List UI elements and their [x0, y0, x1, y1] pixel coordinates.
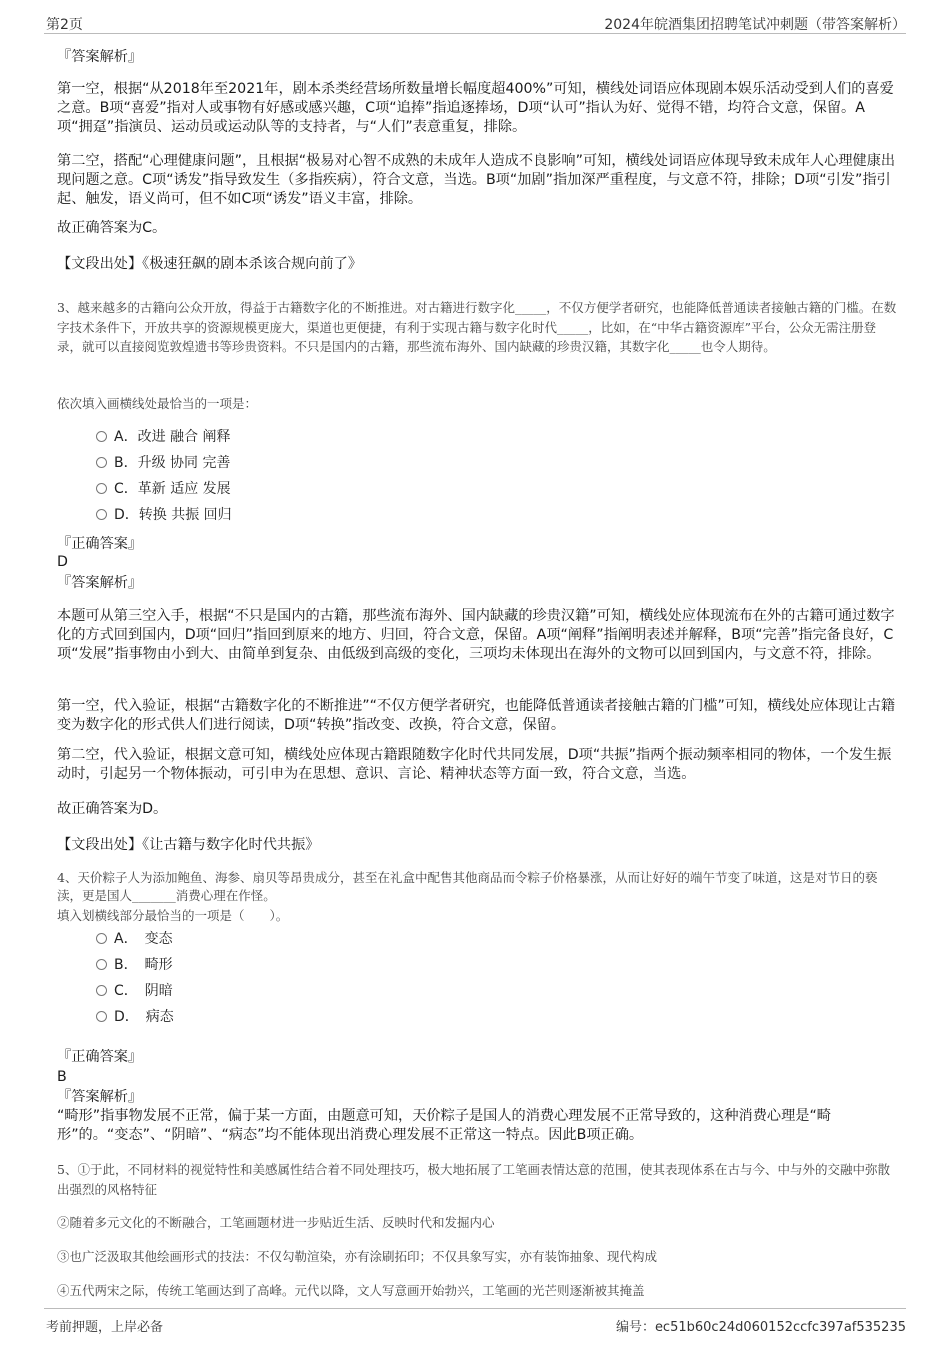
- q4-analysis-title: 『答案解析』: [57, 1089, 143, 1105]
- q4-option-c[interactable]: C． 阴暗: [96, 981, 173, 1001]
- radio-icon[interactable]: [96, 985, 107, 996]
- q3-prompt: 依次填入画横线处最恰当的一项是：: [57, 396, 258, 411]
- q3-analysis-title: 『答案解析』: [57, 575, 143, 591]
- page-number: 第2页: [46, 17, 83, 33]
- q5-item-4: ④五代两宋之际，传统工笔画达到了高峰。元代以降，文人写意画开始勃兴，工笔画的光芒则逐渐被其掩盖: [57, 1283, 645, 1298]
- q4-option-d[interactable]: D． 病态: [96, 1007, 174, 1027]
- q2-analysis-para1: 第一空，根据“从2018年至2021年，剧本杀类经营场所数量增长幅度超400%”可知，横线处词语应体现剧本娱乐活动受到人们的喜爱之意。B项“喜爱”指对人或事物有好感或感兴趣，C项“追捧”指追逐捧场，D项“认可”指认为好、觉得不错，均符合文意，保留。A项“拥趸”指演员、运动员或运动队等的支持者，与“人们”表意重复，排除。: [57, 81, 894, 135]
- q2-analysis-title: 『答案解析』: [57, 49, 143, 65]
- q5-item-3: ③也广泛汲取其他绘画形式的技法：不仅勾勒渲染，亦有涂刷拓印；不仅具象写实，亦有装饰抽象、现代构成: [57, 1249, 658, 1264]
- q3-answer-title: 『正确答案』: [57, 536, 143, 552]
- q2-source: 【文段出处】《极速狂飙的剧本杀该合规向前了》: [57, 256, 363, 272]
- q4-option-b[interactable]: B． 畸形: [96, 955, 173, 975]
- document-title: 2024年皖酒集团招聘笔试冲刺题（带答案解析）: [604, 17, 906, 33]
- q4-stem: 4、天价粽子人为添加鲍鱼、海参、扇贝等昂贵成分，甚至在礼盒中配售其他商品而令粽子价格暴涨，从而让好好的端午节变了味道，这是对节日的亵渎，更是国人_______消费心理在作怪。: [57, 870, 878, 903]
- radio-icon[interactable]: [96, 509, 107, 520]
- q2-analysis-para2: 第二空，搭配“心理健康问题”，且根据“极易对心智不成熟的未成年人造成不良影响”可知，横线处词语应体现导致未成年人心理健康出现问题之意。C项“诱发”指导致发生（多指疾病），符合文意，当选。B项“加剧”指加深严重程度，与文意不符，排除；D项“引发”指引起、触发，语义尚可，但不如C项“诱发”语义丰富，排除。: [57, 153, 896, 207]
- radio-icon[interactable]: [96, 431, 107, 442]
- q3-analysis-para2: 第一空，代入验证，根据“古籍数字化的不断推进”“不仅方便学者研究，也能降低普通读者接触古籍的门槛”可知，横线处应体现让古籍变为数字化的形式供人们进行阅读，D项“转换”指改变、改换，符合文意，保留。: [57, 698, 896, 733]
- page-footer: [44, 1308, 906, 1338]
- footer-slogan: 考前押题，上岸必备: [46, 1320, 164, 1335]
- q3-option-b[interactable]: B．升级 协同 完善: [96, 453, 231, 473]
- radio-icon[interactable]: [96, 959, 107, 970]
- q3-answer: D: [57, 554, 68, 570]
- q5-item-2: ②随着多元文化的不断融合，工笔画题材进一步贴近生活、反映时代和发掘内心: [57, 1215, 495, 1230]
- q3-option-a[interactable]: A．改进 融合 阐释: [96, 427, 230, 447]
- q4-option-a[interactable]: A． 变态: [96, 929, 173, 949]
- q3-option-d[interactable]: D．转换 共振 回归: [96, 505, 232, 525]
- q4-answer-title: 『正确答案』: [57, 1049, 143, 1065]
- q3-analysis-para1: 本题可从第三空入手，根据“不只是国内的古籍，那些流布海外、国内缺藏的珍贵汉籍”可知，横线处应体现流布在外的古籍可通过数字化的方式回到国内，D项“回归”指回到原来的地方、归回，符合文意，保留。A项“阐释”指阐明表述并解释，B项“完善”指完备良好，C项“发展”指事物由小到大、由简单到复杂、由低级到高级的变化，三项均未体现出在海外的文物可以回到国内，与文意不符，排除。: [57, 608, 895, 662]
- page-header: [44, 10, 906, 34]
- document-id: 编号：ec51b60c24d060152ccfc397af535235: [615, 1320, 906, 1335]
- q3-stem: 3、越来越多的古籍向公众开放，得益于古籍数字化的不断推进。对古籍进行数字化_____，不仅方便学者研究，也能降低普通读者接触古籍的门槛。在数字技术条件下，开放共享的资源规模更庞大，渠道也更便捷，有利于实现古籍与数字化时代_____，比如，在“中华古籍资源库”平台，公众无需注册登录，就可以直接阅览敦煌遗书等珍贵资料。不只是国内的古籍，那些流布海外、国内缺藏的珍贵汉籍，其数字化_____也令人期待。: [57, 300, 897, 354]
- radio-icon[interactable]: [96, 457, 107, 468]
- q3-option-c[interactable]: C．革新 适应 发展: [96, 479, 231, 499]
- q3-analysis-para3: 第二空，代入验证，根据文意可知，横线处应体现古籍跟随数字化时代共同发展，D项“共振”指两个振动频率相同的物体，一个发生振动时，引起另一个物体振动，可引申为在思想、意识、言论、精神状态等方面一致，符合文意，当选。: [57, 747, 892, 782]
- q4-prompt: 填入划横线部分最恰当的一项是（ ）。: [57, 908, 289, 923]
- q5-stem: 5、①于此，不同材料的视觉特性和美感属性结合着不同处理技巧，极大地拓展了工笔画表情达意的范围，使其表现体系在古与今、中与外的交融中弥散出强烈的风格特征: [57, 1162, 890, 1197]
- q4-answer: B: [57, 1069, 67, 1085]
- q2-conclusion: 故正确答案为C。: [57, 220, 167, 236]
- q4-analysis-para1: “畸形”指事物发展不正常，偏于某一方面，由题意可知，天价粽子是国人的消费心理发展不正常导致的，这种消费心理是“畸形”的。“变态”、“阴暗”、“病态”均不能体现出消费心理发展不正常这一特点。因此B项正确。: [57, 1108, 831, 1143]
- q3-source: 【文段出处】《让古籍与数字化时代共振》: [57, 837, 320, 853]
- radio-icon[interactable]: [96, 483, 107, 494]
- q3-conclusion: 故正确答案为D。: [57, 801, 168, 817]
- radio-icon[interactable]: [96, 933, 107, 944]
- radio-icon[interactable]: [96, 1011, 107, 1022]
